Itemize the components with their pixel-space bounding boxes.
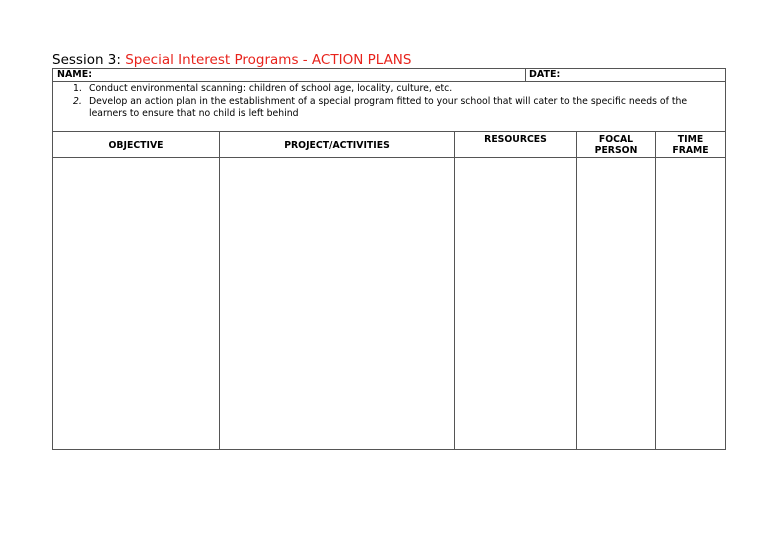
- date-field-label: DATE:: [529, 69, 561, 80]
- action-plan-sheet: [52, 68, 726, 450]
- column-header-focal-person: FOCAL PERSON: [594, 134, 638, 156]
- instruction-text: Develop an action plan in the establishment of a special program fitted to your school that will cater to the specific needs of the learners to ensure that no child is left behind: [89, 96, 688, 119]
- instruction-number: 1.: [73, 83, 82, 94]
- column-divider: [454, 132, 455, 449]
- instruction-text: Conduct environmental scanning: children of school age, locality, culture, etc.: [89, 83, 453, 94]
- column-header-project-activities: PROJECT/ACTIVITIES: [284, 140, 390, 151]
- name-date-row: [53, 69, 725, 82]
- program-title: Special Interest Programs - ACTION PLANS: [125, 52, 412, 68]
- name-date-divider: [525, 69, 526, 81]
- page-title: [52, 52, 411, 68]
- column-divider: [576, 132, 577, 449]
- instruction-number: 2.: [73, 96, 82, 107]
- column-header-objective: OBJECTIVE: [108, 140, 164, 151]
- column-header-resources: RESOURCES: [484, 134, 547, 145]
- column-divider: [655, 132, 656, 449]
- header-divider: [53, 157, 725, 158]
- action-plan-table: [53, 132, 725, 449]
- instructions-block: [53, 82, 725, 132]
- session-label: Session 3:: [52, 52, 126, 68]
- name-field-label: NAME:: [57, 69, 93, 80]
- column-divider: [219, 132, 220, 449]
- column-header-time-frame: TIME FRAME: [672, 134, 709, 156]
